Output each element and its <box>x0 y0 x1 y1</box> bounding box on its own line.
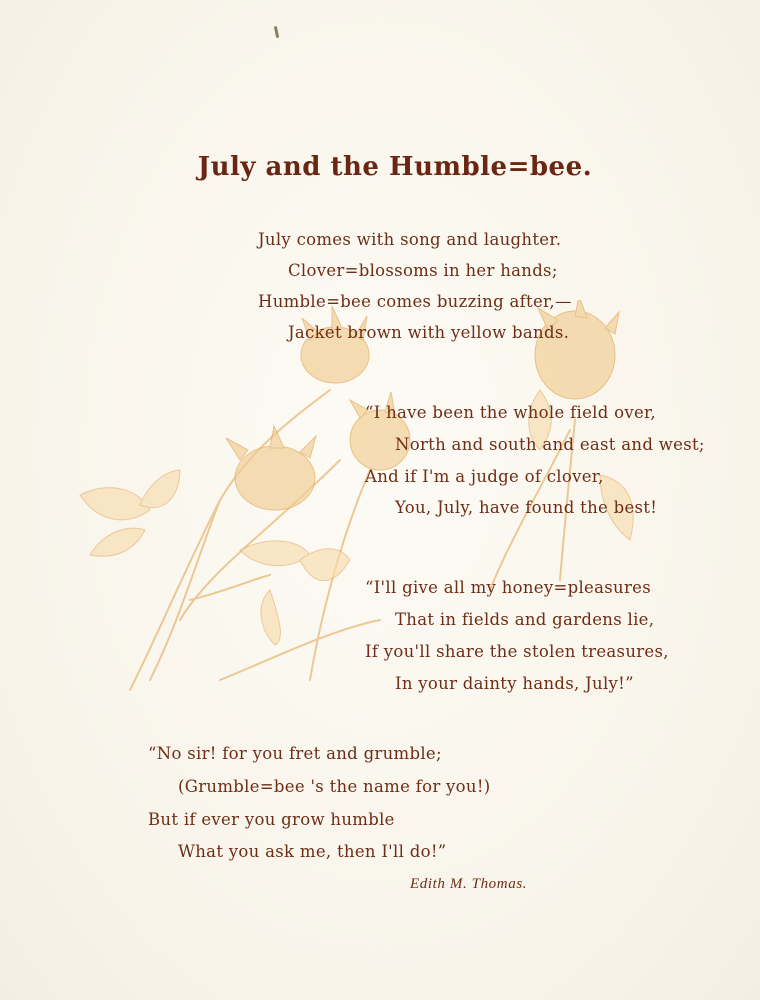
poem-line: And if I'm a judge of clover, <box>365 467 604 486</box>
clover-stem <box>130 390 330 690</box>
clover-stem <box>190 575 270 600</box>
poem-line: What you ask me, then I'll do!” <box>178 842 447 861</box>
poem-line: July comes with song and laughter. <box>258 230 562 249</box>
clover-blossom <box>301 306 369 383</box>
poem-line: Clover=blossoms in her hands; <box>288 261 558 280</box>
poem-line: In your dainty hands, July!” <box>395 674 634 693</box>
poem-line: If you'll share the stolen treasures, <box>365 642 669 661</box>
author-attribution: Edith M. Thomas. <box>410 876 528 892</box>
clover-stem <box>220 620 380 680</box>
poem-title: July and the Humble=bee. <box>197 152 593 182</box>
poem-line: Humble=bee comes buzzing after,— <box>258 292 572 311</box>
poem-line: You, July, have found the best! <box>395 498 658 517</box>
clover-blossom <box>535 300 619 399</box>
poem-line: “I'll give all my honey=pleasures <box>365 578 651 597</box>
poem-line: Jacket brown with yellow bands. <box>288 323 570 342</box>
clover-stem <box>150 500 220 680</box>
clover-leaf <box>240 541 310 566</box>
poem-line: North and south and east and west; <box>395 435 705 454</box>
clover-leaf <box>80 488 150 520</box>
poem-line: “No sir! for you fret and grumble; <box>148 744 442 763</box>
poem-line: (Grumble=bee 's the name for you!) <box>178 777 491 796</box>
poem-line: “I have been the whole field over, <box>365 403 656 422</box>
clover-leaf <box>90 528 145 556</box>
paper-speck <box>274 26 279 38</box>
clover-leaf <box>261 590 281 645</box>
poem-line: But if ever you grow humble <box>148 810 395 829</box>
poem-line: That in fields and gardens lie, <box>395 610 655 629</box>
clover-leaf <box>140 470 180 508</box>
